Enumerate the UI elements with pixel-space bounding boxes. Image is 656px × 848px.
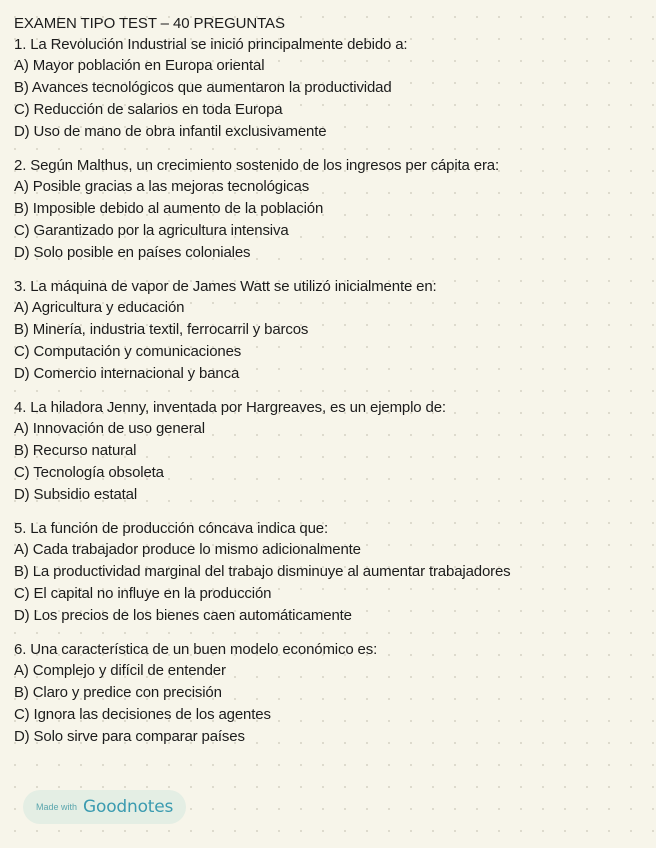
option-a: A) Innovación de uso general	[14, 420, 205, 437]
question-6	[14, 639, 644, 748]
option-c: C) Tecnología obsoleta	[14, 464, 164, 481]
option-b: B) Minería, industria textil, ferrocarril y barcos	[14, 321, 309, 338]
question-4	[14, 397, 644, 506]
exam-sheet	[14, 14, 644, 760]
question-text: 1. La Revolución Industrial se inició principalmente debido a:	[14, 36, 408, 53]
question-2	[14, 155, 644, 264]
question-text: 2. Según Malthus, un crecimiento sostenido de los ingresos per cápita era:	[14, 157, 500, 174]
option-d: D) Los precios de los bienes caen automáticamente	[14, 607, 352, 624]
option-c: C) Reducción de salarios en toda Europa	[14, 101, 283, 118]
goodnotes-badge[interactable]	[23, 790, 186, 824]
badge-brand-logo: Goodnotes	[83, 797, 174, 817]
exam-title: EXAMEN TIPO TEST – 40 PREGUNTAS	[14, 15, 285, 32]
option-d: D) Uso de mano de obra infantil exclusivamente	[14, 123, 327, 140]
question-1	[14, 34, 644, 143]
option-a: A) Complejo y difícil de entender	[14, 662, 226, 679]
option-d: D) Solo sirve para comparar países	[14, 728, 245, 745]
question-text: 5. La función de producción cóncava indica que:	[14, 520, 329, 537]
option-a: A) Posible gracias a las mejoras tecnológicas	[14, 178, 310, 195]
option-c: C) El capital no influye en la producción	[14, 585, 272, 602]
option-a: A) Mayor población en Europa oriental	[14, 57, 265, 74]
option-b: B) Claro y predice con precisión	[14, 684, 222, 701]
question-5	[14, 518, 644, 627]
question-text: 3. La máquina de vapor de James Watt se utilizó inicialmente en:	[14, 278, 437, 295]
option-d: D) Comercio internacional y banca	[14, 365, 240, 382]
option-b: B) Avances tecnológicos que aumentaron la productividad	[14, 79, 392, 96]
option-c: C) Computación y comunicaciones	[14, 343, 242, 360]
option-d: D) Subsidio estatal	[14, 486, 138, 503]
option-a: A) Cada trabajador produce lo mismo adicionalmente	[14, 541, 361, 558]
question-text: 4. La hiladora Jenny, inventada por Hargreaves, es un ejemplo de:	[14, 399, 446, 416]
option-b: B) Imposible debido al aumento de la población	[14, 200, 324, 217]
question-text: 6. Una característica de un buen modelo económico es:	[14, 641, 378, 658]
option-b: B) Recurso natural	[14, 442, 137, 459]
option-a: A) Agricultura y educación	[14, 299, 185, 316]
badge-made-with-label: Made with	[36, 802, 78, 812]
option-c: C) Garantizado por la agricultura intensiva	[14, 222, 289, 239]
question-3	[14, 276, 644, 385]
option-d: D) Solo posible en países coloniales	[14, 244, 251, 261]
option-b: B) La productividad marginal del trabajo disminuye al aumentar trabajadores	[14, 563, 511, 580]
option-c: C) Ignora las decisiones de los agentes	[14, 706, 271, 723]
